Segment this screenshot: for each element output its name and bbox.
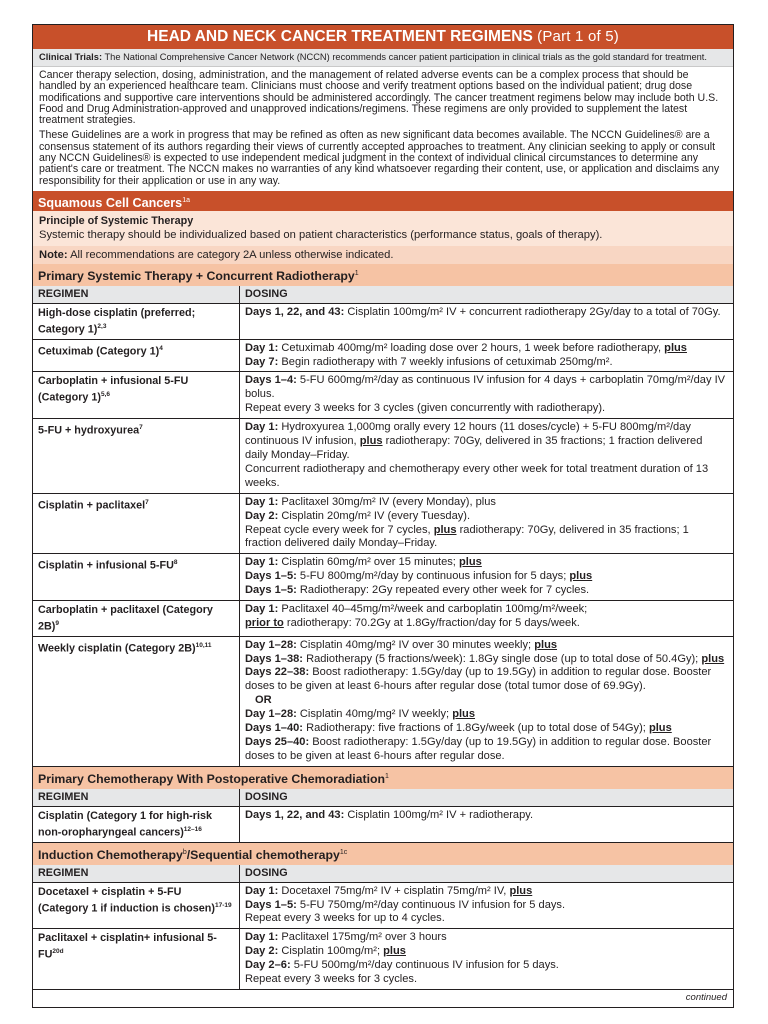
dosing-line	[245, 524, 728, 552]
table-row	[33, 419, 733, 494]
dosing-text: 5-FU 500mg/m²/day continuous IV infusion for 5 days.	[293, 959, 559, 972]
dosing-cell	[240, 601, 733, 636]
dosing-day: Day 1–28:	[245, 708, 297, 721]
dosing-text: Paclitaxel 40–45mg/m²/week and carboplatin 100mg/m²/week;	[281, 603, 588, 616]
dosing-text: Radiotherapy (5 fractions/week): 1.8Gy single dose (up to total dose of 50.4Gy);	[306, 652, 699, 665]
regimen-name: Weekly cisplatin (Category 2B)	[38, 642, 196, 655]
intro-paragraph-1: Cancer therapy selection, dosing, administration, and the management of related adverse events can be a complex process that should be handled by an experienced healthcare team. Clinicians must choose and verify treatment options based on the individual patient; drug dose modifications and supportive care interventions should be administered accordingly. The cancer treatment regimens below may include both U.S. Food and Drug Administration-approved and unapproved indications/regimens. These regimens are only provided to supplement the latest treatment strategies.	[39, 69, 719, 127]
dosing-day: Day 2:	[245, 509, 279, 522]
regimen-cell	[33, 304, 240, 339]
dosing-day: Days 1, 22, and 43:	[245, 808, 345, 821]
dosing-line	[245, 306, 728, 320]
dosing-line	[245, 510, 728, 524]
header-dosing: DOSING	[245, 790, 288, 803]
section-title-sup: 1	[385, 772, 389, 780]
dosing-plus: plus	[648, 722, 672, 735]
dosing-line	[245, 959, 728, 973]
dosing-text: Repeat cycle every week for 7 cycles,	[245, 523, 431, 536]
dosing-text: Paclitaxel 175mg/m² over 3 hours	[281, 931, 447, 944]
table-row	[33, 929, 733, 990]
clinical-trials-text: The National Comprehensive Cancer Network (NCCN) recommends cancer patient participation in clinical trials as the gold standard for treatment.	[104, 52, 707, 62]
dosing-plus: plus	[569, 570, 593, 583]
dosing-line	[245, 496, 728, 510]
header-dosing: DOSING	[245, 288, 288, 301]
regimen-ref: 5,6	[101, 391, 111, 399]
dosing-cell	[240, 419, 733, 493]
dosing-day: Days 1–5:	[245, 584, 297, 597]
dosing-day: Day 1:	[245, 603, 279, 616]
dosing-plus: plus	[701, 652, 725, 665]
dosing-cell	[240, 929, 733, 989]
dosing-text: 5-FU 750mg/m²/day continuous IV infusion for 5 days.	[299, 898, 566, 911]
regimen-ref: 8	[173, 559, 178, 567]
regimen-ref: 9	[55, 620, 60, 628]
dosing-line	[245, 736, 728, 764]
regimen-name: 5-FU + hydroxyurea	[38, 424, 140, 437]
principle-box	[33, 211, 733, 246]
regimen-ref: 7	[139, 424, 143, 432]
dosing-plus: plus	[459, 556, 482, 569]
dosing-line	[245, 653, 728, 667]
dosing-text: Repeat every 3 weeks for 3 cycles (given concurrently with radiotherapy).	[245, 402, 606, 415]
dosing-line	[245, 402, 728, 416]
clinical-trials-banner	[33, 49, 733, 67]
dosing-line	[245, 973, 728, 987]
dosing-text: radiotherapy: 70.2Gy at 1.8Gy/fraction/day for 5 days/week.	[286, 616, 580, 629]
dosing-line	[245, 809, 728, 823]
dosing-day: Days 1–40:	[245, 722, 303, 735]
dosing-day: Day 1:	[245, 341, 279, 354]
dosing-text: Cisplatin 100mg/m² IV + radiotherapy.	[347, 808, 534, 821]
dosing-text: Radiotherapy: 2Gy repeated every other week for 7 cycles.	[299, 584, 590, 597]
dosing-day: Day 1:	[245, 495, 279, 508]
table-row	[33, 304, 733, 340]
dosing-text: Boost radiotherapy: 1.5Gy/day (up to 19.5Gy) in addition to regular dose. Booster doses to be given at least 6-hours after regular dose.	[245, 736, 712, 762]
section-title	[33, 843, 733, 865]
table-row	[33, 554, 733, 601]
dosing-cell	[240, 372, 733, 418]
dosing-cell	[240, 340, 733, 372]
regimen-ref: 10,11	[195, 641, 212, 649]
regimen-ref: 4	[159, 344, 163, 352]
dosing-line	[245, 899, 728, 913]
regimen-ref: 20d	[52, 948, 64, 956]
continued-label: continued	[685, 991, 727, 1003]
dosing-day: Days 22–38:	[245, 666, 310, 679]
header-regimen: REGIMEN	[33, 286, 240, 303]
table-row	[33, 494, 733, 555]
table-header	[33, 286, 733, 304]
dosing-line	[245, 342, 728, 356]
dosing-text-cont: radiotherapy: 70Gy, delivered in 35 fractions; 1 fraction delivered daily Monday–Friday.	[245, 523, 689, 550]
dosing-plus: plus	[534, 638, 558, 651]
table-row	[33, 883, 733, 930]
dosing-day: Days 1–4:	[245, 374, 297, 387]
table-row	[33, 807, 733, 843]
regimen-name: Docetaxel + cisplatin + 5-FU (Category 1 if induction is chosen)	[38, 885, 215, 915]
page-title	[33, 25, 733, 49]
dosing-text-cont: radiotherapy: 70Gy, delivered in 35 fractions; 1 fraction delivered daily Monday–Friday.	[245, 435, 703, 461]
regimen-sheet	[32, 24, 734, 1008]
dosing-text: 5-FU 600mg/m²/day as continuous IV infusion for 4 days + carboplatin 70mg/m²/day IV bolus.	[245, 374, 726, 401]
dosing-text: 5-FU 800mg/m²/day by continuous infusion for 5 days;	[299, 570, 567, 583]
section-squamous-label: Squamous Cell Cancers	[38, 196, 183, 211]
dosing-day: Day 7:	[245, 355, 279, 368]
regimen-cell	[33, 419, 240, 493]
dosing-day: Day 1:	[245, 931, 279, 944]
dosing-cell	[240, 637, 733, 766]
dosing-line	[245, 931, 728, 945]
dosing-line	[245, 463, 728, 491]
dosing-text: Cetuximab 400mg/m² loading dose over 2 hours, 1 week before radiotherapy,	[281, 341, 662, 354]
dosing-day: Days 1–38:	[245, 652, 303, 665]
regimen-cell	[33, 929, 240, 989]
section-squamous-sup: 1a	[182, 196, 190, 204]
regimen-cell	[33, 637, 240, 766]
clinical-trials-label: Clinical Trials:	[39, 52, 103, 62]
regimen-cell	[33, 601, 240, 636]
regimen-name: Paclitaxel + cisplatin+ infusional 5-FU	[38, 932, 217, 961]
dosing-cell	[240, 883, 733, 929]
dosing-cell	[240, 554, 733, 600]
dosing-plus: plus	[664, 341, 687, 354]
section-title-text: Induction Chemotherapy	[38, 847, 183, 862]
header-regimen: REGIMEN	[33, 865, 240, 882]
intro-text	[33, 67, 733, 187]
dosing-text: Repeat every 3 weeks for 3 cycles.	[245, 973, 418, 986]
dosing-plus: plus	[452, 708, 476, 721]
dosing-day: Days 1, 22, and 43:	[245, 306, 345, 319]
dosing-line	[245, 639, 728, 653]
dosing-text: Hydroxyurea 1,000mg orally every 12 hours (11 doses/cycle) + 5-FU 800mg/m²/day continuous IV infusion,	[245, 421, 691, 448]
table-header	[33, 789, 733, 807]
dosing-text: Cisplatin 40mg/mg² IV weekly;	[299, 708, 450, 721]
header-dosing: DOSING	[245, 866, 288, 879]
dosing-line	[245, 666, 728, 694]
section-title-sup-a: b	[182, 848, 187, 856]
dosing-line	[245, 584, 728, 598]
regimen-ref: 2,3	[97, 323, 107, 331]
dosing-day: Day 2:	[245, 945, 279, 958]
dosing-text: Cisplatin 20mg/m² IV (every Tuesday).	[281, 509, 471, 522]
regimen-name: Carboplatin + paclitaxel (Category 2B)	[38, 604, 213, 633]
principle-text: Systemic therapy should be individualized based on patient characteristics (performance status, goals of therapy).	[39, 228, 603, 241]
dosing-line	[245, 708, 728, 722]
note-text: All recommendations are category 2A unless otherwise indicated.	[70, 248, 394, 261]
dosing-plus: plus	[383, 945, 406, 958]
regimen-ref: 12–16	[183, 825, 202, 833]
dosing-line	[245, 603, 728, 617]
dosing-plus: plus	[433, 523, 457, 536]
dosing-day: Days 25–40:	[245, 736, 310, 748]
table-row	[33, 372, 733, 419]
regimen-ref: 7	[145, 498, 149, 506]
dosing-day: Day 1:	[245, 556, 279, 569]
section-title	[33, 264, 733, 286]
dosing-day: Day 2–6:	[245, 959, 291, 972]
intro-paragraph-2: These Guidelines are a work in progress that may be refined as often as new significant data becomes available. The NCCN Guidelines® are a consensus statement of its authors regarding their views of currently accepted approaches to treatment. Any clinician seeking to apply or consult any NCCN Guidelines® is expected to use independent medical judgment in the context of individual clinical circumstances to determine any patient's care or treatment. The NCCN makes no warranties of any kind whatsoever regarding their content, use, or application and disclaims any responsibility for their application or use in any way.	[39, 129, 720, 187]
dosing-cell	[240, 304, 733, 339]
dosing-text: Radiotherapy: five fractions of 1.8Gy/week (up to total dose of 54Gy);	[306, 722, 646, 735]
section-title-text: Primary Systemic Therapy + Concurrent Radiotherapy	[38, 269, 355, 284]
dosing-line	[245, 356, 728, 370]
dosing-text: Docetaxel 75mg/m² IV + cisplatin 75mg/m² IV,	[281, 884, 507, 897]
dosing-text: Cisplatin 100mg/m²;	[281, 945, 381, 958]
regimen-cell	[33, 372, 240, 418]
note-box	[33, 246, 733, 264]
regimen-name: High-dose cisplatin (preferred; Category 1)	[38, 307, 196, 336]
regimen-ref: 17-19	[214, 901, 232, 909]
dosing-line	[245, 617, 728, 631]
title-main: HEAD AND NECK CANCER TREATMENT REGIMENS	[147, 28, 533, 45]
dosing-text: Repeat every 3 weeks for up to 4 cycles.	[245, 912, 445, 925]
dosing-line	[245, 556, 728, 570]
section-title-sup: 1c	[339, 848, 348, 856]
dosing-line	[245, 421, 728, 463]
dosing-line	[245, 374, 728, 402]
dosing-text: Paclitaxel 30mg/m² IV (every Monday), plus	[281, 495, 496, 508]
regimen-name: Cisplatin (Category 1 for high-risk non-oropharyngeal cancers)	[38, 809, 212, 839]
dosing-emphasis: prior to	[245, 616, 284, 629]
section-squamous-cell	[33, 191, 733, 211]
regimen-cell	[33, 554, 240, 600]
dosing-cell	[240, 807, 733, 842]
principle-heading: Principle of Systemic Therapy	[39, 214, 194, 227]
dosing-line	[245, 945, 728, 959]
regimen-sections	[33, 264, 733, 990]
regimen-cell	[33, 883, 240, 929]
dosing-day: Days 1–5:	[245, 898, 297, 911]
section-title-text-2: /Sequential chemotherapy	[186, 847, 340, 862]
regimen-cell	[33, 340, 240, 372]
table-row	[33, 601, 733, 637]
section-title-text: Primary Chemotherapy With Postoperative Chemoradiation	[38, 771, 386, 786]
dosing-text: Boost radiotherapy: 1.5Gy/day (up to 19.5Gy) in addition to regular dose. Booster doses to be given at least 6-hours after regular dose (total tumor dose of 69.9Gy).	[245, 666, 712, 693]
regimen-cell	[33, 494, 240, 554]
table-header	[33, 865, 733, 883]
dosing-text: Concurrent radiotherapy and chemotherapy every other week for total treatment duration of 13 weeks.	[245, 462, 709, 489]
title-part: (Part 1 of 5)	[537, 28, 619, 45]
or-label: OR	[255, 694, 272, 707]
header-regimen: REGIMEN	[33, 789, 240, 806]
dosing-line	[245, 694, 728, 708]
dosing-cell	[240, 494, 733, 554]
dosing-text: Cisplatin 40mg/mg² IV over 30 minutes weekly;	[299, 638, 532, 651]
dosing-day: Day 1–28:	[245, 638, 297, 651]
dosing-day: Day 1:	[245, 884, 279, 897]
dosing-line	[245, 570, 728, 584]
dosing-plus: plus	[359, 435, 383, 448]
section-title	[33, 767, 733, 789]
dosing-line	[245, 912, 728, 926]
dosing-day: Day 1:	[245, 421, 279, 434]
dosing-line	[245, 722, 728, 736]
regimen-name: Cisplatin + infusional 5-FU	[38, 559, 174, 572]
table-row	[33, 637, 733, 767]
regimen-name: Cetuximab (Category 1)	[38, 345, 160, 358]
note-label: Note:	[39, 248, 68, 261]
dosing-text: Cisplatin 60mg/m² over 15 minutes;	[281, 556, 456, 569]
dosing-text: Begin radiotherapy with 7 weekly infusions of cetuximab 250mg/m².	[281, 355, 613, 368]
dosing-text: Cisplatin 100mg/m² IV + concurrent radiotherapy 2Gy/day to a total of 70Gy.	[347, 306, 721, 319]
dosing-day: Days 1–5:	[245, 570, 297, 583]
section-title-sup: 1	[354, 269, 359, 277]
regimen-name: Cisplatin + paclitaxel	[38, 499, 146, 512]
dosing-plus: plus	[509, 884, 533, 897]
dosing-line	[245, 885, 728, 899]
regimen-cell	[33, 807, 240, 842]
regimen-name: Carboplatin + infusional 5-FU (Category 1)	[38, 375, 189, 405]
table-row	[33, 340, 733, 373]
